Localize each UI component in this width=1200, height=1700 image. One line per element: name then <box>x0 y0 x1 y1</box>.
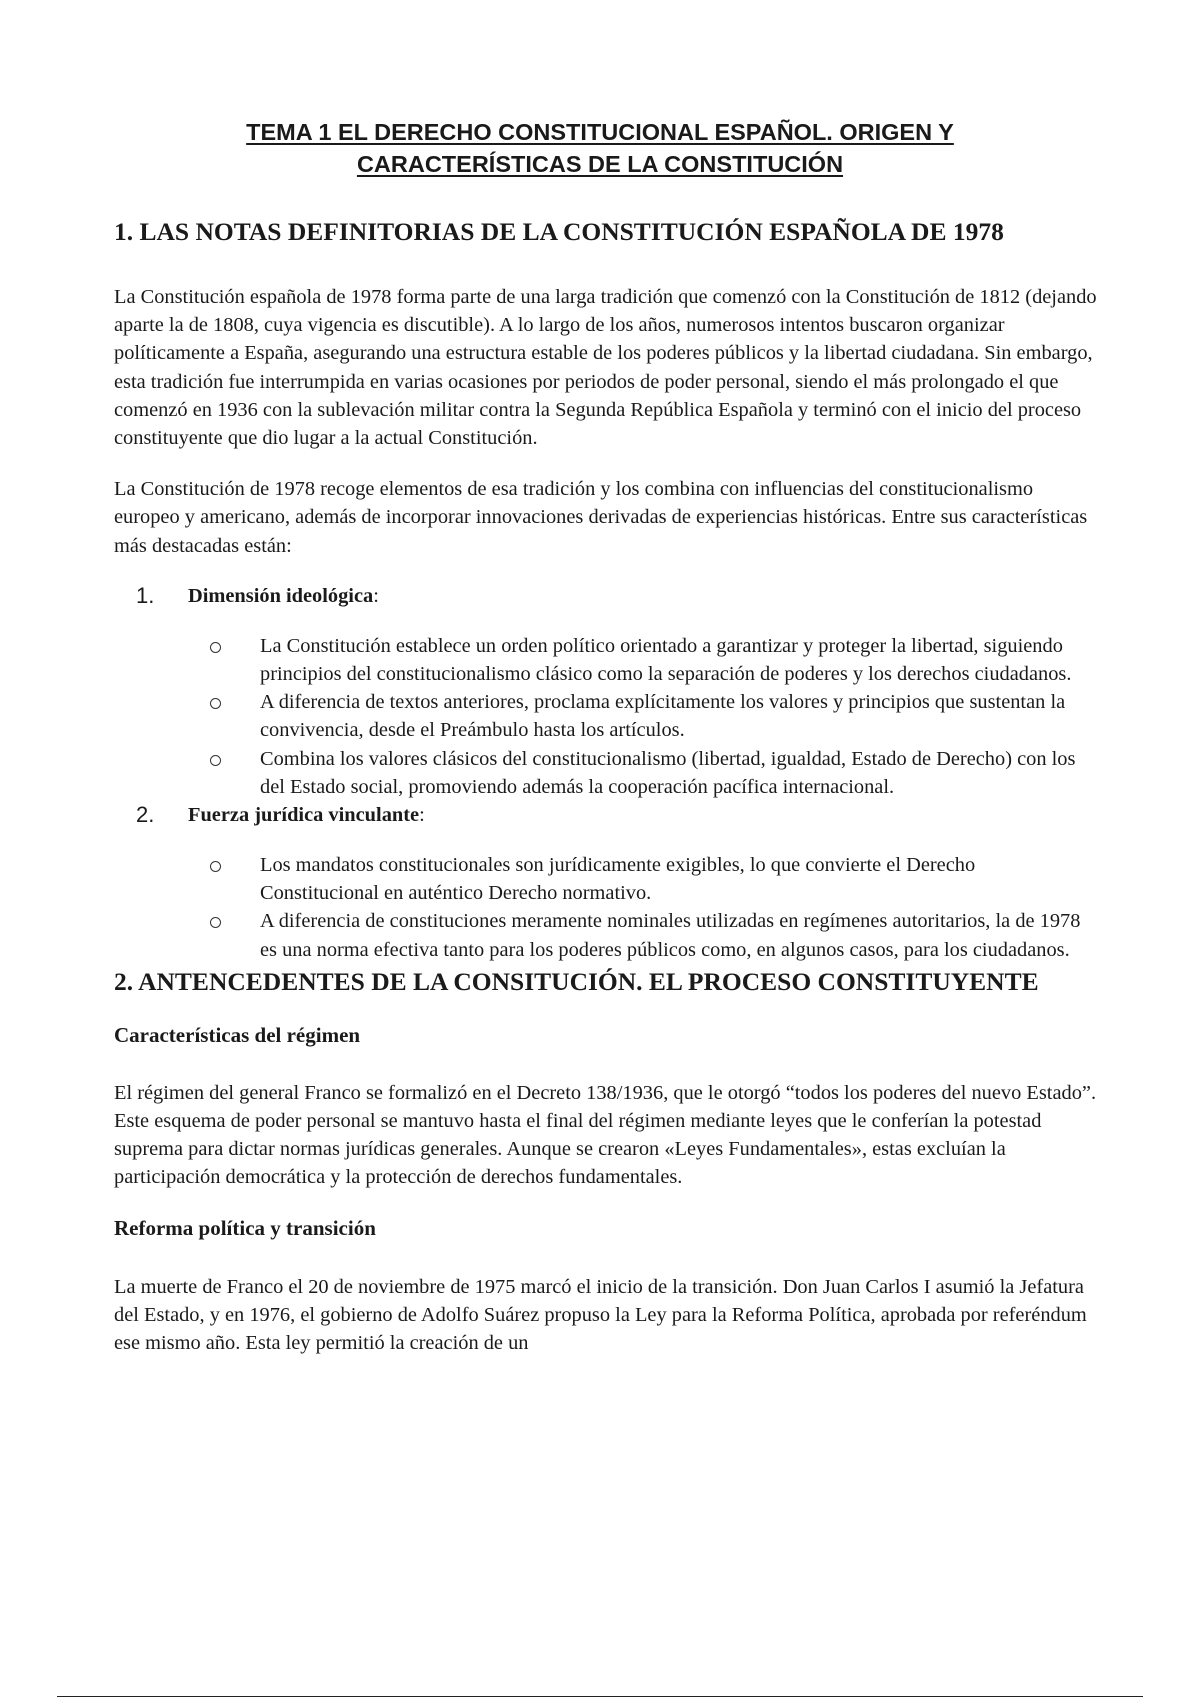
subsection-heading-regime: Características del régimen <box>114 1022 361 1047</box>
characteristic-title-line <box>188 582 1099 610</box>
hollow-circle-bullet-icon <box>210 642 221 653</box>
section-1-heading: 1. LAS NOTAS DEFINITORIAS DE LA CONSTITUCIÓN ESPAÑOLA DE 1978 <box>114 217 1004 246</box>
bullet-list <box>188 851 1099 964</box>
characteristic-item-1 <box>114 582 1099 801</box>
characteristic-item-2 <box>114 801 1099 964</box>
document-title-line-2: CARACTERÍSTICAS DE LA CONSTITUCIÓN <box>356 151 844 177</box>
document-title <box>150 116 1050 180</box>
footer-divider <box>57 1696 1143 1697</box>
characteristic-title: Dimensión ideológica <box>188 584 374 607</box>
section-1-paragraph-2: La Constitución de 1978 recoge elementos de esa tradición y los combina con influencias del constitucionalismo europeo y americano, además de incorporar innovaciones derivadas de experiencias históricas. Entre sus características más destacadas están: <box>114 478 1088 557</box>
hollow-circle-bullet-icon <box>210 755 221 766</box>
bullet-text: A diferencia de constituciones meramente nominales utilizadas en regímenes autoritarios, la de 1978 es una norma efectiva tanto para los poderes públicos como, en algunos casos, para los ciudadanos. <box>260 910 1081 961</box>
subsection-heading-transition: Reforma política y transición <box>114 1215 376 1240</box>
bullet-item <box>188 745 1099 801</box>
section-2-heading: 2. ANTENCEDENTES DE LA CONSITUCIÓN. EL PROCESO CONSTITUYENTE <box>114 966 1039 996</box>
list-number: 2. <box>136 802 155 828</box>
hollow-circle-bullet-icon <box>210 861 221 872</box>
hollow-circle-bullet-icon <box>210 698 221 709</box>
subsection-paragraph-transition: La muerte de Franco el 20 de noviembre de 1975 marcó el inicio de la transición. Don Juan Carlos I asumió la Jefatura del Estado, y en 1976, el gobierno de Adolfo Suárez propuso la Ley para la Reforma Política, aprobada por referéndum ese mismo año. Esta ley permitió la creación de un <box>114 1275 1087 1355</box>
document-title-line-1: TEMA 1 EL DERECHO CONSTITUCIONAL ESPAÑOL. ORIGEN Y <box>246 119 954 145</box>
document-body <box>114 213 1099 1357</box>
bullet-item <box>188 632 1099 688</box>
bullet-text: A diferencia de textos anteriores, proclama explícitamente los valores y principios que sustentan la convivencia, desde el Preámbulo hasta los artículos. <box>260 691 1066 742</box>
list-number: 1. <box>136 582 155 608</box>
bullet-item <box>188 851 1099 907</box>
characteristic-colon: : <box>373 584 379 607</box>
characteristic-title: Fuerza jurídica vinculante <box>188 804 420 827</box>
section-1-paragraph-1: La Constitución española de 1978 forma parte de una larga tradición que comenzó con la Constitución de 1812 (dejando aparte la de 1808, cuya vigencia es discutible). A lo largo de los años, numerosos intentos buscaron organizar políticamente a España, asegurando una estructura estable de los poderes públicos y la libertad ciudadana. Sin embargo, esta tradición fue interrumpida en varias ocasiones por periodos de poder personal, siendo el más prolongado el que comenzó en 1936 con la sublevación militar contra la Segunda República Española y terminó con el inicio del proceso constituyente que dio lugar a la actual Constitución. <box>114 286 1097 450</box>
hollow-circle-bullet-icon <box>210 917 221 928</box>
characteristic-colon: : <box>419 804 425 827</box>
subsection-paragraph-regime: El régimen del general Franco se formalizó en el Decreto 138/1936, que le otorgó “todos los poderes del nuevo Estado”. Este esquema de poder personal se mantuvo hasta el final del régimen mediante leyes que le conferían la potestad suprema para dictar normas jurídicas generales. Aunque se crearon «Leyes Fundamentales», estas excluían la participación democrática y la protección de derechos fundamentales. <box>114 1081 1097 1189</box>
characteristics-list <box>114 582 1099 964</box>
bullet-text: Los mandatos constitucionales son jurídicamente exigibles, lo que convierte el Derecho Constitucional en auténtico Derecho normativo. <box>260 854 976 905</box>
bullet-item <box>188 688 1099 744</box>
characteristic-title-line <box>188 801 1099 829</box>
bullet-text: La Constitución establece un orden político orientado a garantizar y proteger la libertad, siguiendo principios del constitucionalismo clásico como la separación de poderes y los derechos ciudadanos. <box>260 634 1072 686</box>
bullet-list <box>188 632 1099 801</box>
bullet-text: Combina los valores clásicos del constitucionalismo (libertad, igualdad, Estado de Derecho) con los del Estado social, promoviendo además la cooperación pacífica internacional. <box>260 747 1076 798</box>
bullet-item <box>188 907 1099 963</box>
